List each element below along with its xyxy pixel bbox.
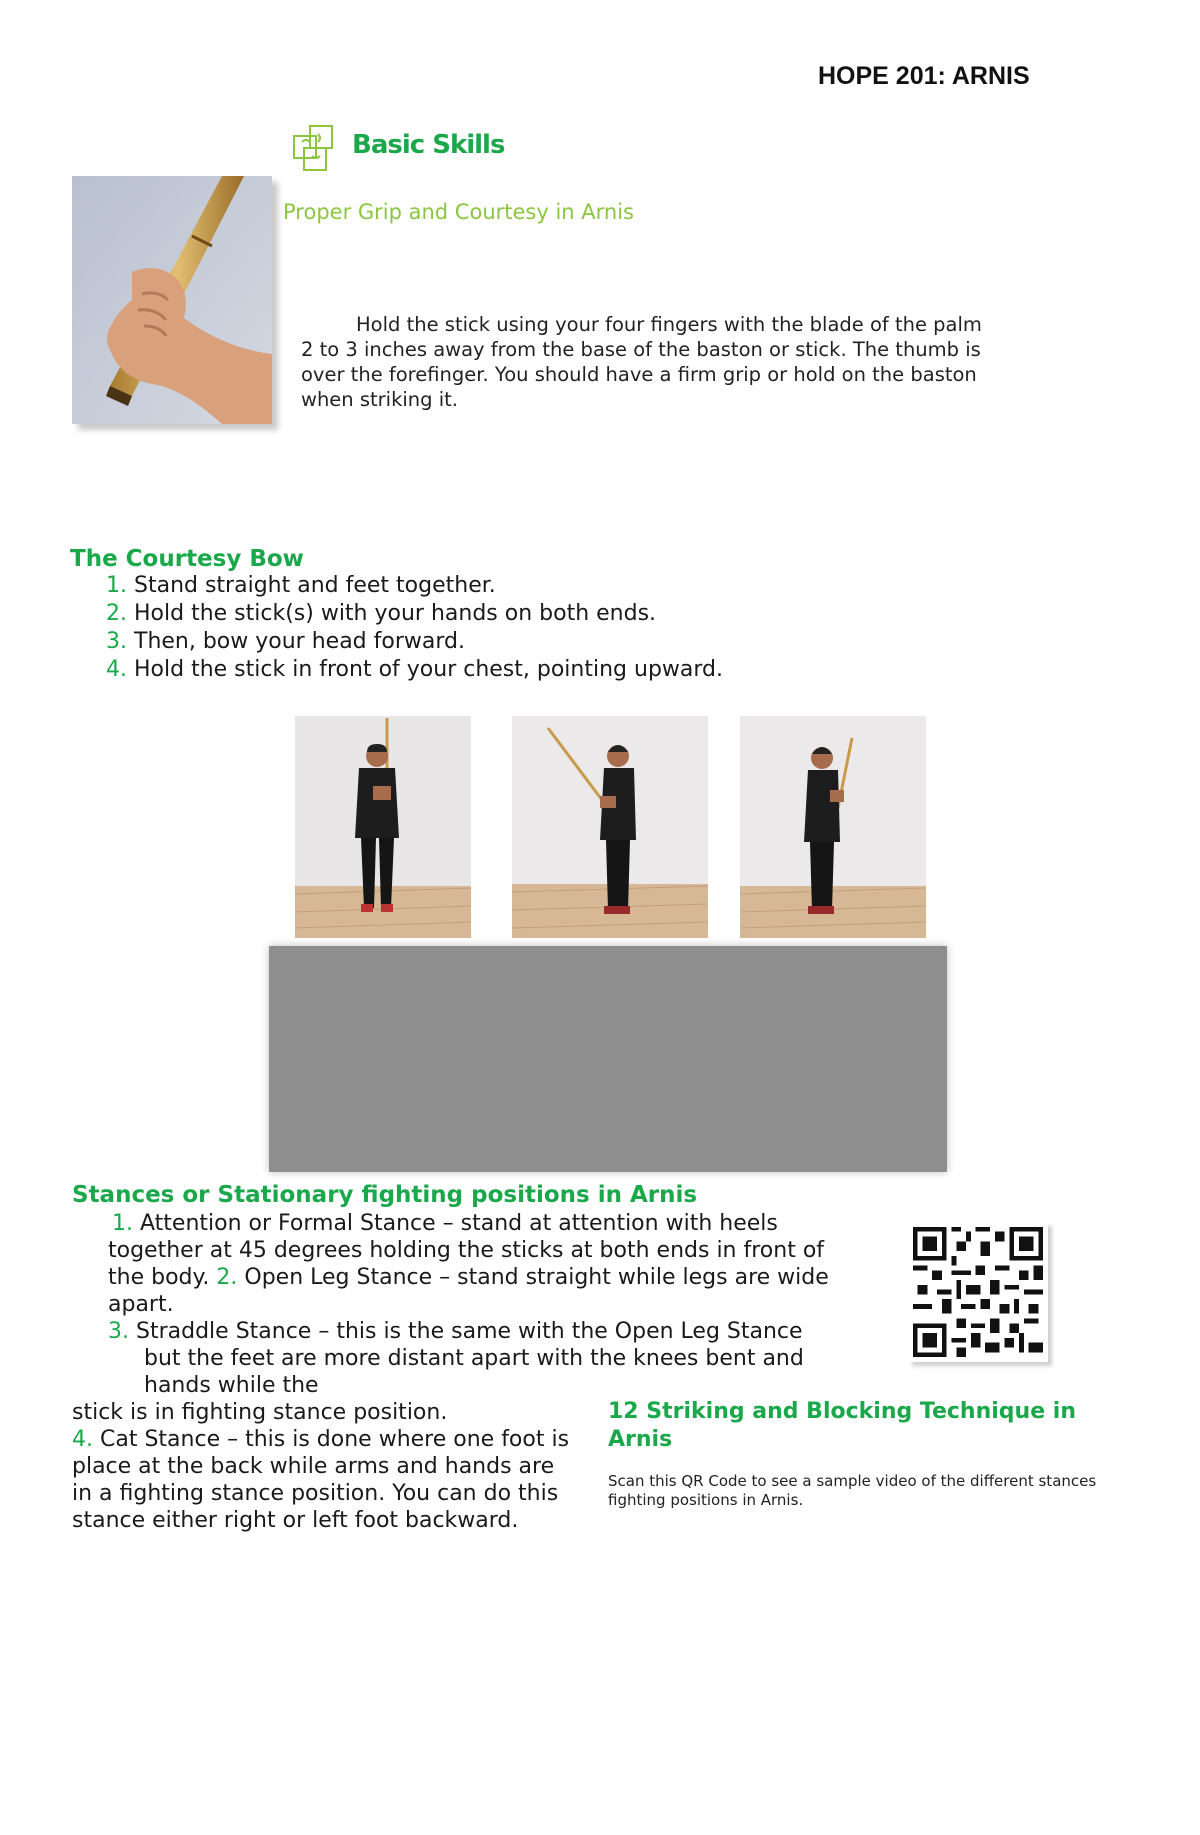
stance-text: Straddle Stance – this is the same with the Open Leg Stance <box>136 1319 803 1344</box>
courtesy-heading: The Courtesy Bow <box>70 546 304 572</box>
list-item <box>106 572 723 600</box>
qr-caption-line: Scan this QR Code to see a sample video of the different stances <box>608 1472 1097 1490</box>
stances-heading: Stances or Stationary fighting positions in Arnis <box>72 1182 698 1208</box>
stance-line: hands while the <box>144 1373 319 1398</box>
stance-text: the body. <box>108 1265 210 1290</box>
stance-line <box>112 1210 778 1237</box>
basic-skills-title: Basic Skills <box>352 130 505 160</box>
step-number: 3. <box>106 629 127 654</box>
stance-line: together at 45 degrees holding the sticks at both ends in front of <box>108 1238 825 1263</box>
qr-code[interactable] <box>908 1222 1048 1362</box>
stance-line <box>72 1426 569 1453</box>
stance-line <box>108 1264 829 1291</box>
stance-line: stance either right or left foot backward. <box>72 1508 519 1533</box>
video-placeholder <box>269 946 947 1172</box>
stance-text: Open Leg Stance – stand straight while legs are wide <box>244 1265 829 1290</box>
list-item <box>106 628 723 656</box>
step-text: Then, bow your head forward. <box>134 629 465 654</box>
basic-skills-logo <box>290 122 510 178</box>
grip-line: over the forefinger. You should have a firm grip or hold on the baston <box>301 363 977 386</box>
stance-line: place at the back while arms and hands are <box>72 1454 555 1479</box>
course-title: HOPE 201: ARNIS <box>818 62 1030 90</box>
stance-number: 1. <box>112 1211 133 1236</box>
qr-caption <box>608 1472 1168 1510</box>
step-number: 2. <box>106 601 127 626</box>
stance-text: Attention or Formal Stance – stand at attention with heels <box>140 1211 778 1236</box>
bow-photo-upright <box>740 716 926 938</box>
stance-line: in a fighting stance position. You can do this <box>72 1481 559 1506</box>
step-text: Hold the stick(s) with your hands on both ends. <box>134 601 657 626</box>
stance-line: but the feet are more distant apart with the knees bent and <box>144 1346 804 1371</box>
striking-heading <box>608 1398 1128 1454</box>
grip-line: Hold the stick using your four fingers with the blade of the palm <box>356 313 982 336</box>
striking-heading-line: Arnis <box>608 1427 673 1452</box>
grip-line: when striking it. <box>301 388 459 411</box>
step-number: 4. <box>106 657 127 682</box>
stance-line: apart. <box>108 1292 174 1317</box>
stance-number: 4. <box>72 1427 93 1452</box>
courtesy-steps <box>106 572 723 684</box>
step-text: Hold the stick in front of your chest, pointing upward. <box>134 657 724 682</box>
stance-line: stick is in fighting stance position. <box>72 1400 448 1425</box>
bow-photo-front <box>295 716 471 938</box>
striking-heading-line: 12 Striking and Blocking Technique in <box>608 1399 1076 1424</box>
puzzle-icon <box>290 122 350 178</box>
stance-number: 3. <box>108 1319 129 1344</box>
list-item <box>106 656 723 684</box>
grip-paragraph <box>301 312 1071 412</box>
stance-text: Cat Stance – this is done where one foot is <box>100 1427 570 1452</box>
grip-heading: Proper Grip and Courtesy in Arnis <box>283 200 634 224</box>
bow-photo-side <box>512 716 708 938</box>
stance-number: 2. <box>216 1265 238 1290</box>
step-number: 1. <box>106 573 127 598</box>
grip-line: 2 to 3 inches away from the base of the baston or stick. The thumb is <box>301 338 981 361</box>
grip-photo <box>72 176 272 424</box>
list-item <box>106 600 723 628</box>
qr-caption-line: fighting positions in Arnis. <box>608 1491 804 1509</box>
stance-line <box>108 1318 803 1345</box>
step-text: Stand straight and feet together. <box>134 573 496 598</box>
